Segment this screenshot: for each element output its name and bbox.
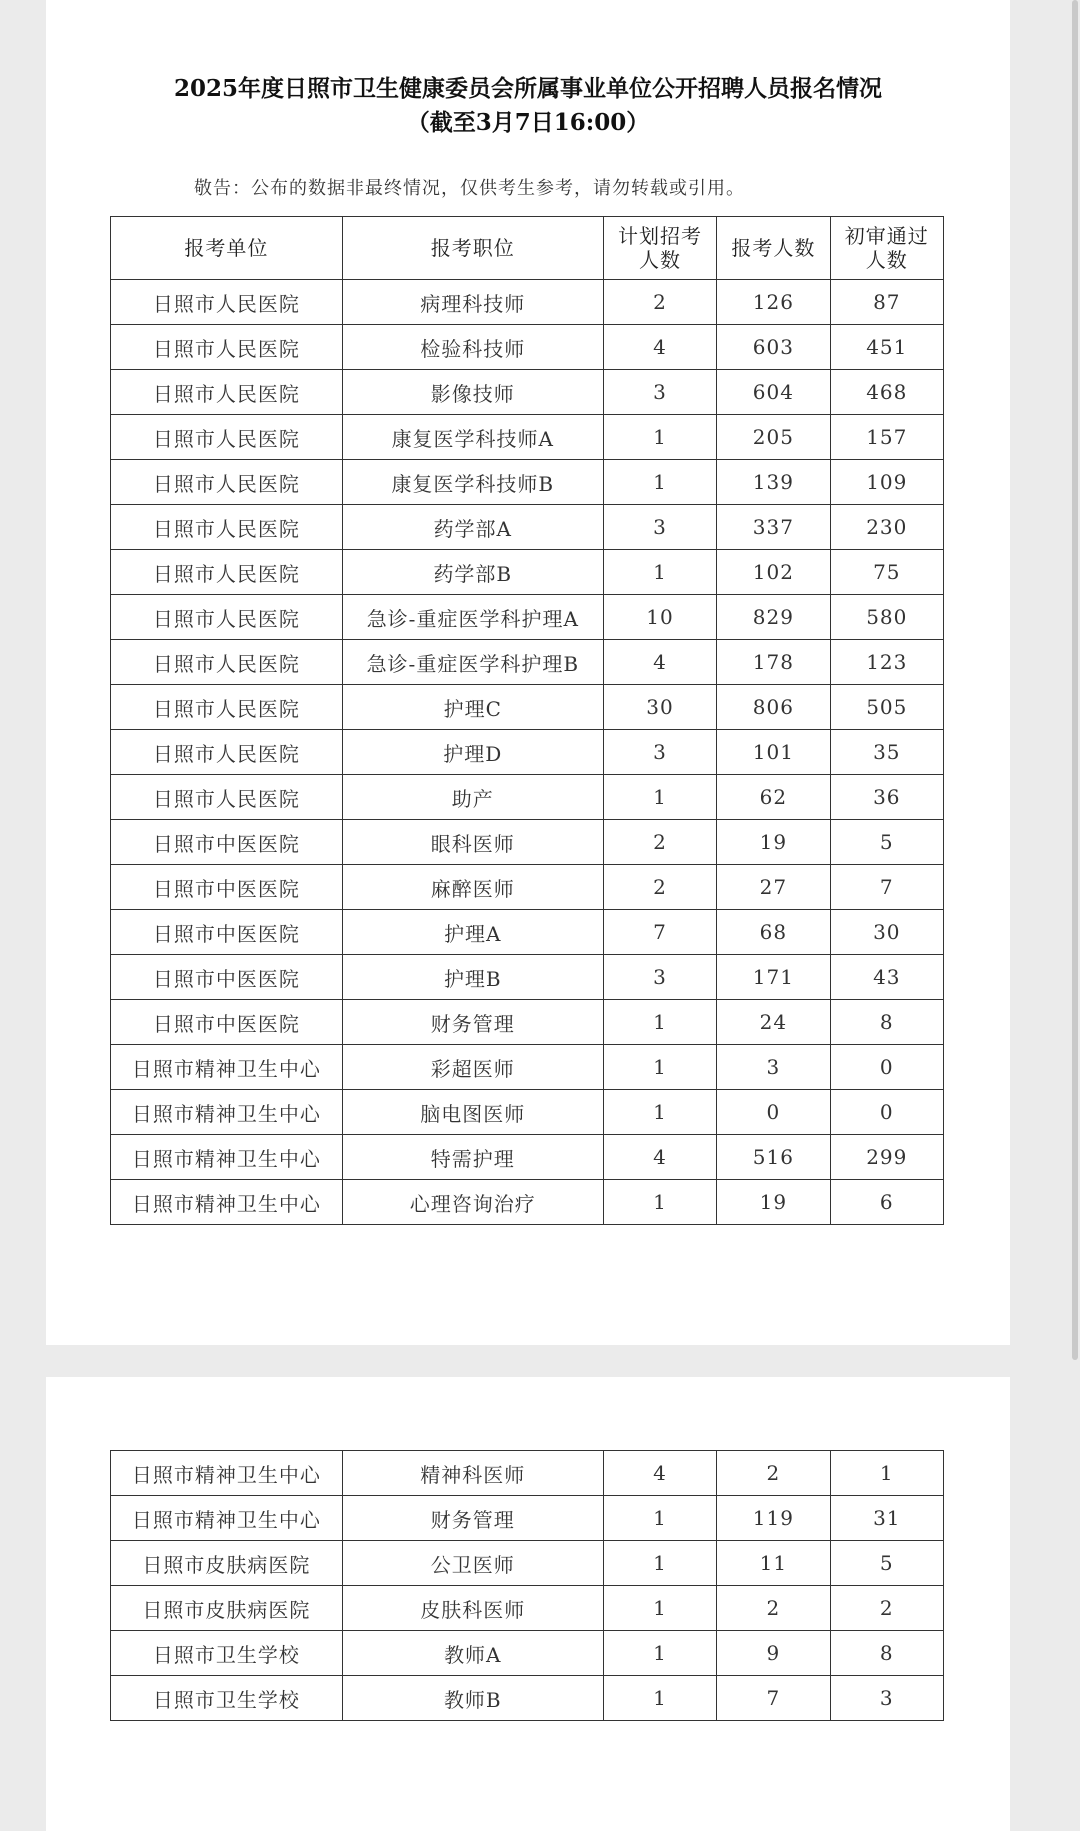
cell-applicants: 603 (717, 325, 830, 370)
document-title: 2025年度日照市卫生健康委员会所属事业单位公开招聘人员报名情况 (173, 75, 882, 102)
header-unit: 报考单位 (111, 217, 343, 280)
cell-position: 急诊-重症医学科护理B (342, 640, 603, 685)
cell-unit: 日照市人民医院 (111, 550, 343, 595)
table-row (111, 505, 944, 550)
cell-passed: 468 (830, 370, 943, 415)
cell-applicants: 27 (717, 865, 830, 910)
cell-position: 皮肤科医师 (342, 1586, 603, 1631)
cell-unit: 日照市精神卫生中心 (111, 1090, 343, 1135)
cell-unit: 日照市人民医院 (111, 505, 343, 550)
cell-planned: 1 (603, 1496, 716, 1541)
cell-unit: 日照市精神卫生中心 (111, 1180, 343, 1225)
cell-passed: 8 (830, 1000, 943, 1045)
cell-passed: 75 (830, 550, 943, 595)
table-row (111, 1090, 944, 1135)
cell-applicants: 101 (717, 730, 830, 775)
cell-unit: 日照市精神卫生中心 (111, 1045, 343, 1090)
table-row (111, 775, 944, 820)
table-row (111, 1676, 944, 1721)
cell-unit: 日照市中医医院 (111, 1000, 343, 1045)
cell-passed: 230 (830, 505, 943, 550)
table-row (111, 550, 944, 595)
cell-planned: 1 (603, 460, 716, 505)
cell-passed: 0 (830, 1090, 943, 1135)
cell-position: 急诊-重症医学科护理A (342, 595, 603, 640)
table-row (111, 1451, 944, 1496)
cell-applicants: 2 (717, 1451, 830, 1496)
cell-unit: 日照市卫生学校 (111, 1631, 343, 1676)
cell-planned: 1 (603, 1586, 716, 1631)
registration-table-continued (110, 1450, 944, 1721)
cell-unit: 日照市卫生学校 (111, 1676, 343, 1721)
cell-planned: 1 (603, 415, 716, 460)
cell-planned: 10 (603, 595, 716, 640)
cell-passed: 36 (830, 775, 943, 820)
cell-unit: 日照市皮肤病医院 (111, 1586, 343, 1631)
cell-applicants: 119 (717, 1496, 830, 1541)
cell-position: 助产 (342, 775, 603, 820)
cell-planned: 2 (603, 280, 716, 325)
cell-planned: 4 (603, 1451, 716, 1496)
cell-position: 康复医学科技师B (342, 460, 603, 505)
cell-passed: 31 (830, 1496, 943, 1541)
document-page-1 (46, 0, 1010, 1345)
cell-passed: 109 (830, 460, 943, 505)
table-header-row (111, 217, 944, 280)
cell-applicants: 3 (717, 1045, 830, 1090)
cell-position: 彩超医师 (342, 1045, 603, 1090)
cell-planned: 3 (603, 370, 716, 415)
cell-unit: 日照市人民医院 (111, 640, 343, 685)
cell-planned: 1 (603, 1676, 716, 1721)
cell-passed: 123 (830, 640, 943, 685)
cell-position: 公卫医师 (342, 1541, 603, 1586)
cell-applicants: 62 (717, 775, 830, 820)
cell-passed: 580 (830, 595, 943, 640)
cell-position: 精神科医师 (342, 1451, 603, 1496)
cell-unit: 日照市人民医院 (111, 595, 343, 640)
table-row (111, 955, 944, 1000)
cell-planned: 1 (603, 1045, 716, 1090)
cell-planned: 1 (603, 1180, 716, 1225)
header-applicants: 报考人数 (717, 217, 830, 280)
cell-position: 康复医学科技师A (342, 415, 603, 460)
cell-applicants: 2 (717, 1586, 830, 1631)
cell-position: 心理咨询治疗 (342, 1180, 603, 1225)
cell-applicants: 829 (717, 595, 830, 640)
cell-planned: 1 (603, 550, 716, 595)
cell-unit: 日照市精神卫生中心 (111, 1135, 343, 1180)
table-row (111, 1000, 944, 1045)
table-row (111, 1631, 944, 1676)
table-row (111, 1586, 944, 1631)
cell-planned: 30 (603, 685, 716, 730)
cell-planned: 4 (603, 325, 716, 370)
table-row (111, 1496, 944, 1541)
cell-unit: 日照市人民医院 (111, 280, 343, 325)
cell-position: 特需护理 (342, 1135, 603, 1180)
cell-passed: 1 (830, 1451, 943, 1496)
cell-unit: 日照市人民医院 (111, 370, 343, 415)
table-row (111, 415, 944, 460)
cell-passed: 7 (830, 865, 943, 910)
table-row (111, 280, 944, 325)
cell-planned: 1 (603, 1000, 716, 1045)
document-page-2 (46, 1377, 1010, 1831)
cell-passed: 5 (830, 1541, 943, 1586)
header-planned: 计划招考 人数 (603, 217, 716, 280)
table-row (111, 865, 944, 910)
cell-position: 护理B (342, 955, 603, 1000)
cell-position: 病理科技师 (342, 280, 603, 325)
table-body-page1 (111, 280, 944, 1225)
cell-unit: 日照市人民医院 (111, 460, 343, 505)
table-row (111, 1135, 944, 1180)
table-row (111, 460, 944, 505)
table-row (111, 1180, 944, 1225)
cell-planned: 1 (603, 775, 716, 820)
cell-unit: 日照市中医医院 (111, 820, 343, 865)
cell-applicants: 126 (717, 280, 830, 325)
cell-passed: 6 (830, 1180, 943, 1225)
cell-unit: 日照市人民医院 (111, 415, 343, 460)
cell-unit: 日照市人民医院 (111, 775, 343, 820)
cell-applicants: 806 (717, 685, 830, 730)
cell-planned: 3 (603, 955, 716, 1000)
cell-applicants: 178 (717, 640, 830, 685)
cell-position: 财务管理 (342, 1000, 603, 1045)
cell-applicants: 337 (717, 505, 830, 550)
cell-applicants: 68 (717, 910, 830, 955)
cell-passed: 43 (830, 955, 943, 1000)
cell-passed: 8 (830, 1631, 943, 1676)
cell-passed: 157 (830, 415, 943, 460)
scrollbar[interactable] (1072, 0, 1078, 1360)
cell-applicants: 516 (717, 1135, 830, 1180)
cell-applicants: 171 (717, 955, 830, 1000)
cell-planned: 1 (603, 1541, 716, 1586)
cell-passed: 451 (830, 325, 943, 370)
header-position: 报考职位 (342, 217, 603, 280)
cell-passed: 35 (830, 730, 943, 775)
cell-passed: 30 (830, 910, 943, 955)
cell-position: 护理C (342, 685, 603, 730)
cell-position: 护理A (342, 910, 603, 955)
notice-text: 敬告：公布的数据非最终情况，仅供考生参考，请勿转载或引用。 (194, 178, 745, 199)
cell-passed: 3 (830, 1676, 943, 1721)
cell-position: 药学部B (342, 550, 603, 595)
cell-passed: 87 (830, 280, 943, 325)
table-row (111, 595, 944, 640)
table-row (111, 820, 944, 865)
cell-position: 药学部A (342, 505, 603, 550)
cell-applicants: 19 (717, 820, 830, 865)
cell-position: 麻醉医师 (342, 865, 603, 910)
cell-position: 教师B (342, 1676, 603, 1721)
cell-planned: 4 (603, 1135, 716, 1180)
cell-unit: 日照市人民医院 (111, 685, 343, 730)
registration-table (110, 216, 944, 1225)
table-row (111, 1045, 944, 1090)
table-row (111, 730, 944, 775)
cell-applicants: 7 (717, 1676, 830, 1721)
cell-passed: 5 (830, 820, 943, 865)
cell-applicants: 139 (717, 460, 830, 505)
table-row (111, 685, 944, 730)
cell-position: 脑电图医师 (342, 1090, 603, 1135)
cell-planned: 3 (603, 505, 716, 550)
cell-position: 教师A (342, 1631, 603, 1676)
cell-applicants: 102 (717, 550, 830, 595)
cell-applicants: 0 (717, 1090, 830, 1135)
table-row (111, 370, 944, 415)
table-body-page2 (111, 1451, 944, 1721)
cell-planned: 1 (603, 1090, 716, 1135)
cell-unit: 日照市中医医院 (111, 910, 343, 955)
cell-passed: 505 (830, 685, 943, 730)
cell-position: 财务管理 (342, 1496, 603, 1541)
cell-unit: 日照市精神卫生中心 (111, 1496, 343, 1541)
cell-applicants: 205 (717, 415, 830, 460)
cell-planned: 4 (603, 640, 716, 685)
cell-position: 检验科技师 (342, 325, 603, 370)
header-passed: 初审通过 人数 (830, 217, 943, 280)
document-subtitle: （截至3月7日16:00） (406, 109, 650, 136)
cell-unit: 日照市中医医院 (111, 955, 343, 1000)
table-row (111, 1541, 944, 1586)
cell-passed: 299 (830, 1135, 943, 1180)
cell-unit: 日照市中医医院 (111, 865, 343, 910)
cell-applicants: 11 (717, 1541, 830, 1586)
cell-passed: 2 (830, 1586, 943, 1631)
cell-unit: 日照市皮肤病医院 (111, 1541, 343, 1586)
table-row (111, 910, 944, 955)
cell-applicants: 24 (717, 1000, 830, 1045)
cell-planned: 7 (603, 910, 716, 955)
cell-position: 影像技师 (342, 370, 603, 415)
cell-unit: 日照市人民医院 (111, 730, 343, 775)
cell-unit: 日照市精神卫生中心 (111, 1451, 343, 1496)
cell-passed: 0 (830, 1045, 943, 1090)
table-row (111, 640, 944, 685)
cell-position: 眼科医师 (342, 820, 603, 865)
cell-position: 护理D (342, 730, 603, 775)
cell-applicants: 604 (717, 370, 830, 415)
cell-planned: 3 (603, 730, 716, 775)
cell-planned: 2 (603, 865, 716, 910)
cell-planned: 1 (603, 1631, 716, 1676)
table-row (111, 325, 944, 370)
cell-applicants: 19 (717, 1180, 830, 1225)
cell-applicants: 9 (717, 1631, 830, 1676)
cell-unit: 日照市人民医院 (111, 325, 343, 370)
cell-planned: 2 (603, 820, 716, 865)
